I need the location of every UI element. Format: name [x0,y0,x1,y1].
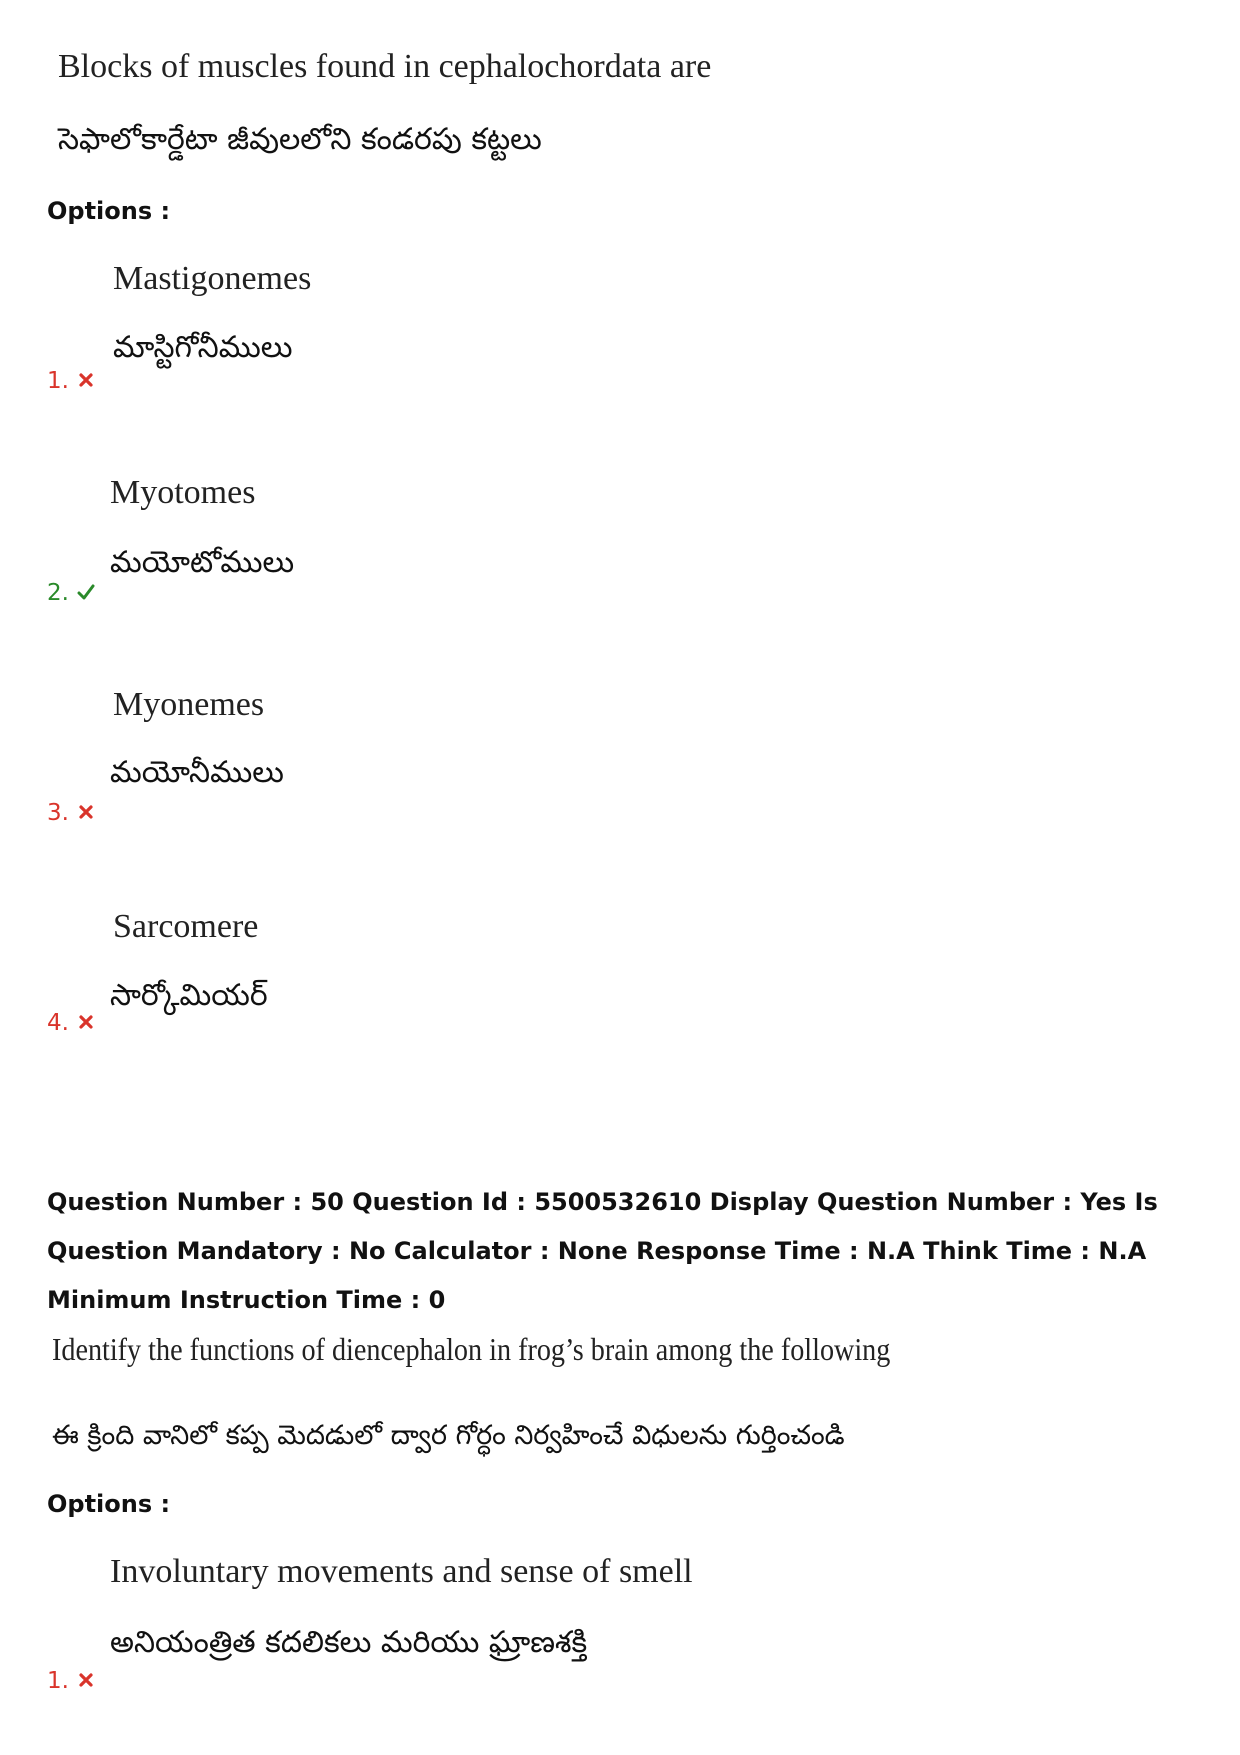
options-label: Options : [47,1490,171,1518]
option-1-number: 1. [47,368,95,394]
option-1-text-en: Involuntary movements and sense of smell [110,1553,693,1590]
question-text-te: సెఫాలోకార్డేటా జీవులలోని కండరపు కట్టలు [58,122,542,157]
option-2-text-te: మయోటోములు [110,545,295,580]
question-text-te: ఈ క్రింది వానిలో కప్ప మెదడులో ద్వార గోర్ధం నిర్వహించే విధులను గుర్తించండి [52,1420,845,1451]
option-4-text-te: సార్కోమియర్ [110,978,268,1013]
option-1-number: 1. [47,1668,95,1694]
cross-icon [77,803,95,821]
option-1-text-en: Mastigonemes [113,260,312,297]
option-4-number: 4. [47,1010,95,1036]
question-text-en: Identify the functions of diencephalon in frog’s brain among the following [52,1331,891,1367]
question-meta: Question Number : 50 Question Id : 5500532610 Display Question Number : Yes Is Question Mandatory : No Calculator : None Response Time : N.A Think Time : N.A Minimum Instruction Time : 0 [47,1188,1158,1314]
option-3-text-te: మయోనీములు [110,755,284,790]
option-2-number: 2. [47,580,95,606]
cross-icon [77,371,95,389]
option-2-text-en: Myotomes [110,474,256,511]
option-1-text-te: అనియంత్రిత కదలికలు మరియు ఘ్రాణశక్తి [110,1625,588,1660]
option-4-text-en: Sarcomere [113,908,259,945]
option-1-text-te: మాస్టిగోనీములు [113,330,293,365]
question-text-en: Blocks of muscles found in cephalochordata are [58,48,712,85]
check-icon [77,583,95,601]
option-3-text-en: Myonemes [113,686,265,723]
option-3-number: 3. [47,800,95,826]
options-label: Options : [47,197,171,225]
cross-icon [77,1671,95,1689]
cross-icon [77,1013,95,1031]
